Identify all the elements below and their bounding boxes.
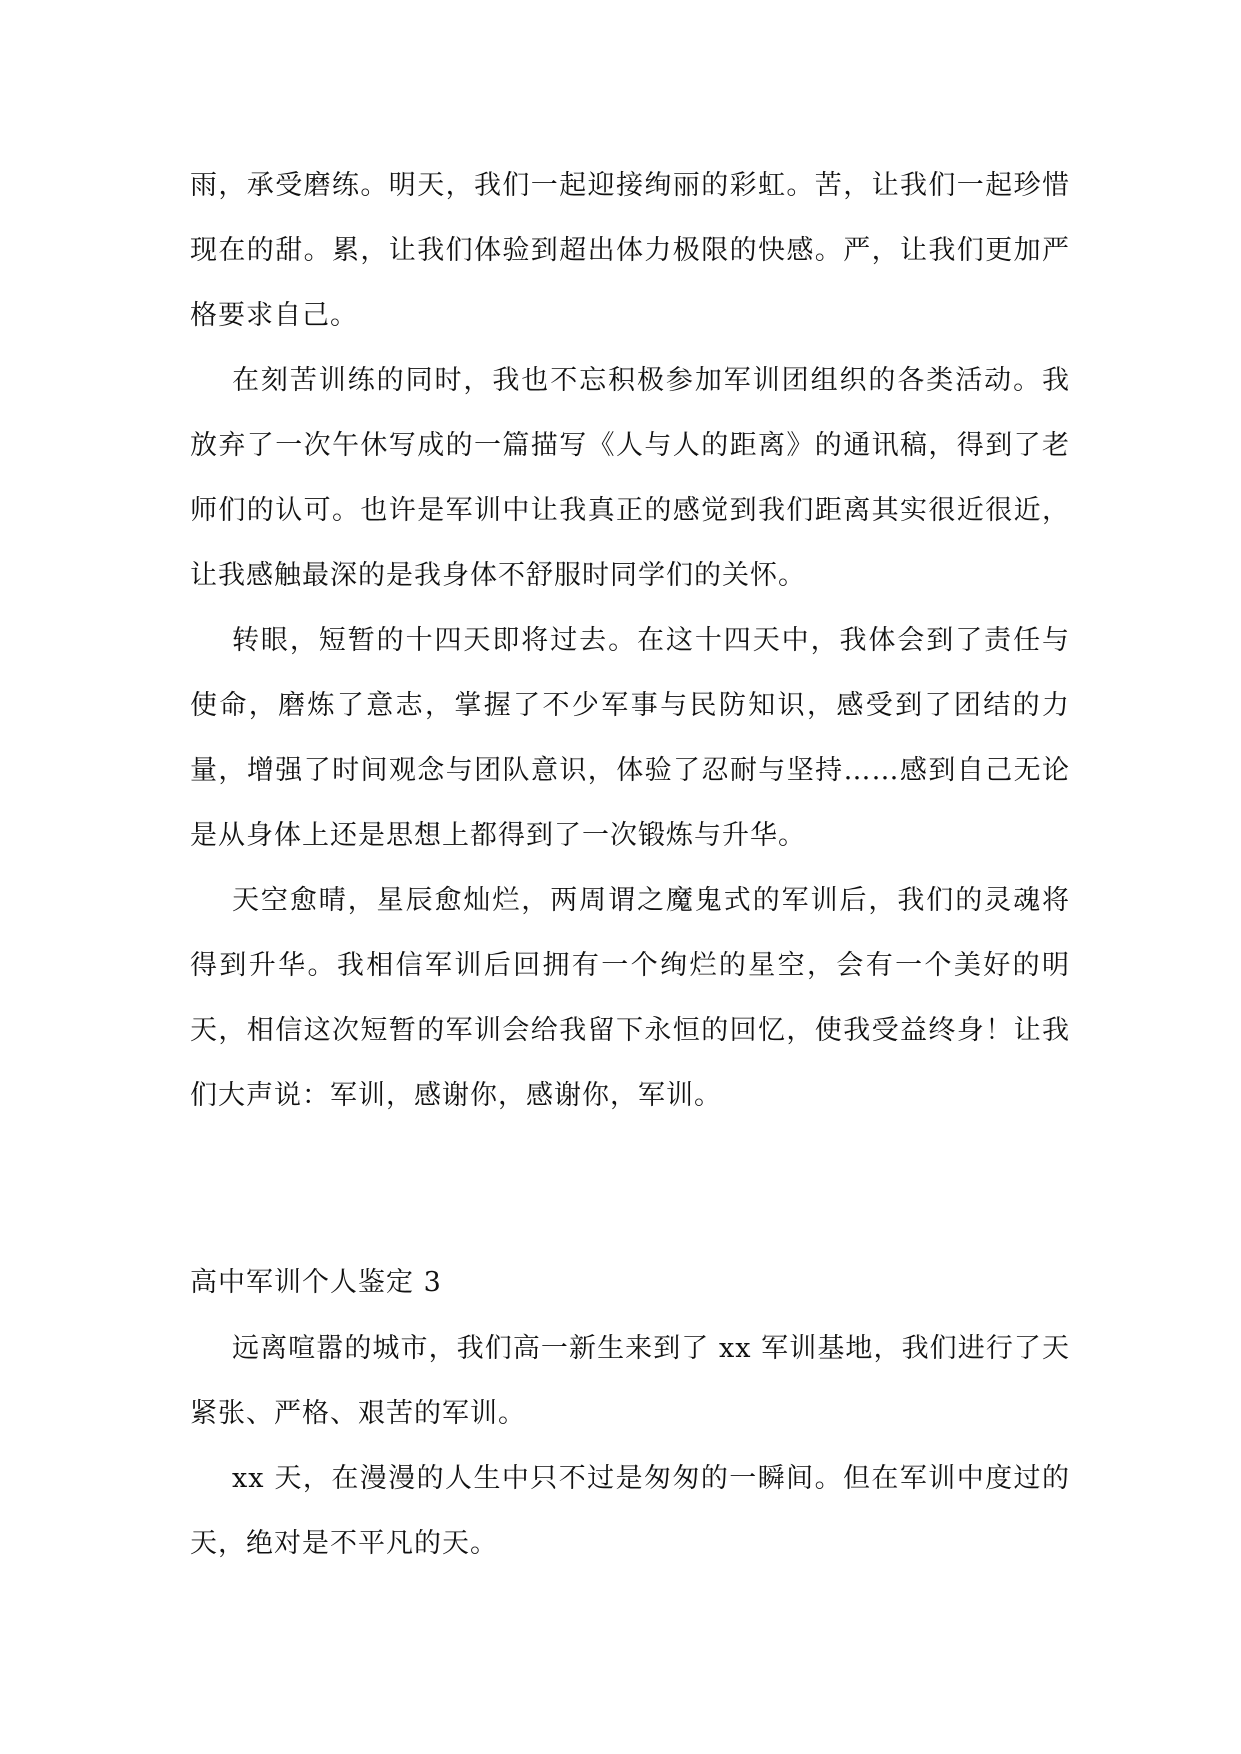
paragraph-starry-sky: 天空愈晴，星辰愈灿烂，两周谓之魔鬼式的军训后，我们的灵魂将得到升华。我相信军训后回拥有一个绚烂的星空，会有一个美好的明天，相信这次短暂的军训会给我留下永恒的回忆，使我受益终身！让我们大声说：军训，感谢你，感谢你，军训。 xyxy=(190,885,1070,1111)
body-text-part1 xyxy=(190,153,1070,1128)
paragraph-fourteen-days: 转眼，短暂的十四天即将过去。在这十四天中，我体会到了责任与使命，磨炼了意志，掌握了不少军事与民防知识，感受到了团结的力量，增强了时间观念与团队意识，体验了忍耐与坚持……感到自己无论是从身体上还是思想上都得到了一次锻炼与升华。 xyxy=(190,625,1070,851)
paragraph-arrival: 远离喧嚣的城市，我们高一新生来到了 xx 军训基地，我们进行了天紧张、严格、艰苦的军训。 xyxy=(190,1333,1070,1429)
paragraph-days: xx 天，在漫漫的人生中只不过是匆匆的一瞬间。但在军训中度过的天，绝对是不平凡的天。 xyxy=(190,1463,1070,1559)
paragraph-continuation: 雨，承受磨练。明天，我们一起迎接绚丽的彩虹。苦，让我们一起珍惜现在的甜。累，让我们体验到超出体力极限的快感。严，让我们更加严格要求自己。 xyxy=(190,170,1070,331)
paragraph-activities: 在刻苦训练的同时，我也不忘积极参加军训团组织的各类活动。我放弃了一次午休写成的一篇描写《人与人的距离》的通讯稿，得到了老师们的认可。也许是军训中让我真正的感觉到我们距离其实很近很近，让我感触最深的是我身体不舒服时同学们的关怀。 xyxy=(190,365,1070,591)
section-title: 高中军训个人鉴定 3 xyxy=(190,1267,442,1298)
body-text-part2 xyxy=(190,1316,1070,1576)
